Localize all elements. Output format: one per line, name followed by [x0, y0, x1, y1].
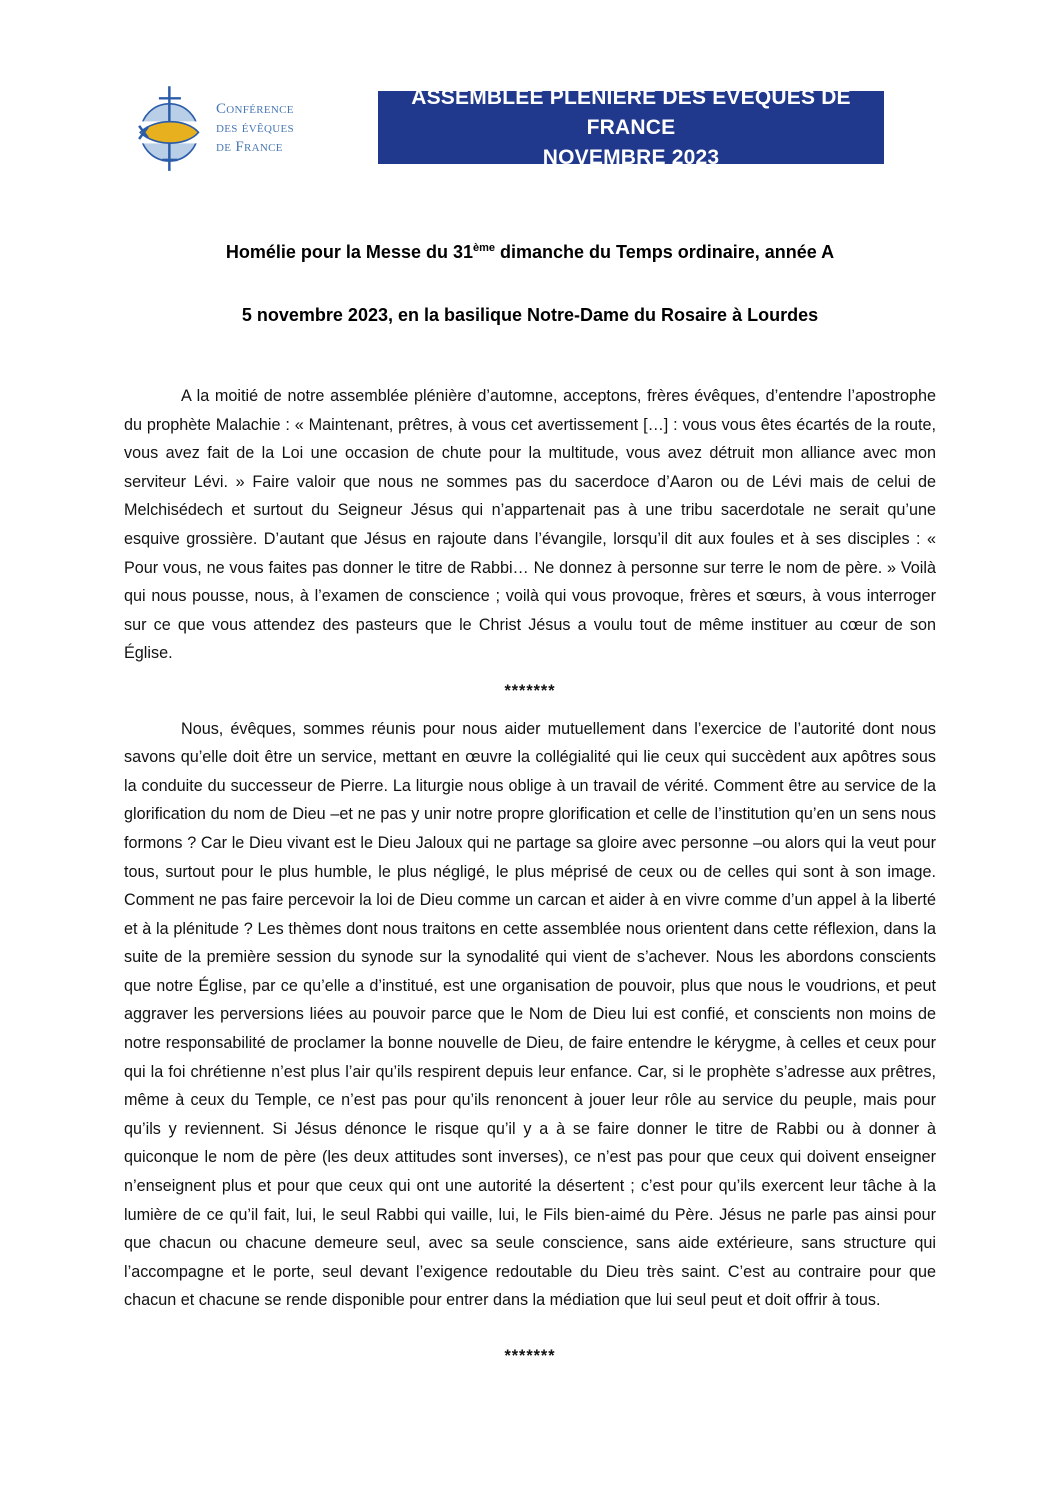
title-suffix: dimanche du Temps ordinaire, année A [495, 242, 835, 262]
logo-line-2: des évêques [216, 120, 294, 136]
cef-logo-icon [138, 84, 204, 172]
logo-line-3: de France [216, 139, 283, 155]
title-ordinal-superscript: ème [472, 242, 496, 254]
banner-line-1: ASSEMBLÉE PLÉNIÈRE DES ÉVÊQUES DE FRANCE [411, 85, 851, 139]
document-title [124, 240, 936, 264]
asterisk-separator-1: ******* [504, 681, 556, 700]
document-content [124, 240, 936, 1371]
document-subtitle: 5 novembre 2023, en la basilique Notre-Dame du Rosaire à Lourdes [241, 305, 819, 325]
logo-line-1: Conférence [216, 101, 294, 117]
cef-logo-wordmark [216, 84, 294, 157]
paragraph-1: A la moitié de notre assemblée plénière d’automne, acceptons, frères évêques, d’entendre l’apostrophe du prophète Malachie : « Maintenant, prêtres, à vous cet avertissement […] : vous vous êtes écartés de la route, vous avez fait de la Loi une occasion de chute pour la multitude, vous avez détruit mon alliance avec mon serviteur Lévi. » Faire valoir que nous ne sommes pas du sacerdoce d’Aaron ou de Lévi mais de celui de Melchisédech et surtout du Seigneur Jésus qui n’appartenait pas à une tribu sacerdotale ne serait qu’une esquive grossière. D’autant que Jésus en rajoute dans l’évangile, lorsqu’il dit aux foules et à ses disciples : « Pour vous, ne vous faites pas donner le titre de Rabbi… Ne donnez à personne sur terre le nom de père. » Voilà qui nous pousse, nous, à l’examen de conscience ; voilà qui vous provoque, frères et sœurs, à vous interroger sur ce que vous attendez des pasteurs que le Christ Jésus a voulu tout de même instituer au cœur de son Église. [124, 387, 936, 663]
title-prefix: Homélie pour la Messe du 31 [225, 242, 473, 262]
banner-line-2: NOVEMBRE 2023 [542, 145, 720, 169]
asterisk-separator-2: ******* [504, 1347, 556, 1365]
cef-logo [138, 84, 294, 172]
assembly-banner [378, 85, 884, 169]
paragraph-2: Nous, évêques, sommes réunis pour nous aider mutuellement dans l’exercice de l’autorité dont nous savons qu’elle doit être un service, mettant en œuvre la collégialité qui lie ceux qui succèdent aux apôtres sous la conduite du successeur de Pierre. La liturgie nous oblige à un travail de vérité. Comment être au service de la glorification du nom de Dieu –et ne pas y unir notre propre glorification et celle de l’institution qu’en un sens nous formons ? Car le Dieu vivant est le Dieu Jaloux qui ne partage sa gloire avec personne –ou alors qui la veut pour tous, surtout pour le plus humble, le plus négligé, le plus méprisé de ceux ou de celles qui sont à son image. Comment ne pas faire percevoir la loi de Dieu comme un carcan et aider à en vivre comme d’un appel à la liberté et à la plénitude ? Les thèmes dont nous traitons en cette assemblée nous orientent dans cette réflexion, dans la suite de la première session du synode sur la synodalité qui vient de s’achever. Nous les abordons conscients que notre Église, par ce qu’elle a d’institué, est une organisation de pouvoir, plus que nous le voudrions, et peut aggraver les perversions liées au pouvoir parce que le Nom de Dieu lui est confié, et conscients non moins de notre responsabilité de proclamer la bonne nouvelle de Dieu, de faire entendre le kérygme, à celles et ceux pour qui la foi chrétienne n’est plus l’air qu’ils respirent depuis leur enfance. Car, si le prophète s’adresse aux prêtres, même à ceux du Temple, ce n’est pas pour qu’ils renoncent à jouer leur rôle au service du peuple, mais pour qu’ils y reviennent. Si Jésus dénonce le risque qu’il y a à se faire donner le titre de Rabbi ou à donner à quiconque le nom de père (les deux attitudes sont inverses), ce n’est pas pour que ceux qui doivent enseigner n’enseignent plus et pour que ceux qui ont une autorité la désertent ; c’est pour qu’ils exercent leur tâche à la lumière de ce qu’il fait, lui, le seul Rabbi qui vaille, lui, le Fils bien-aimé du Père. Jésus ne parle pas ainsi pour que chacun ou chacune demeure seul, avec sa seule conscience, sans aide extérieure, sans structure qui l’accompagne et le porte, seul devant l’exigence redoutable du Dieu très saint. C’est au contraire pour que chacun et chacune se rende disponible pour entrer dans la médiation que lui seul peut et doit offrir à tous. [124, 719, 936, 1310]
